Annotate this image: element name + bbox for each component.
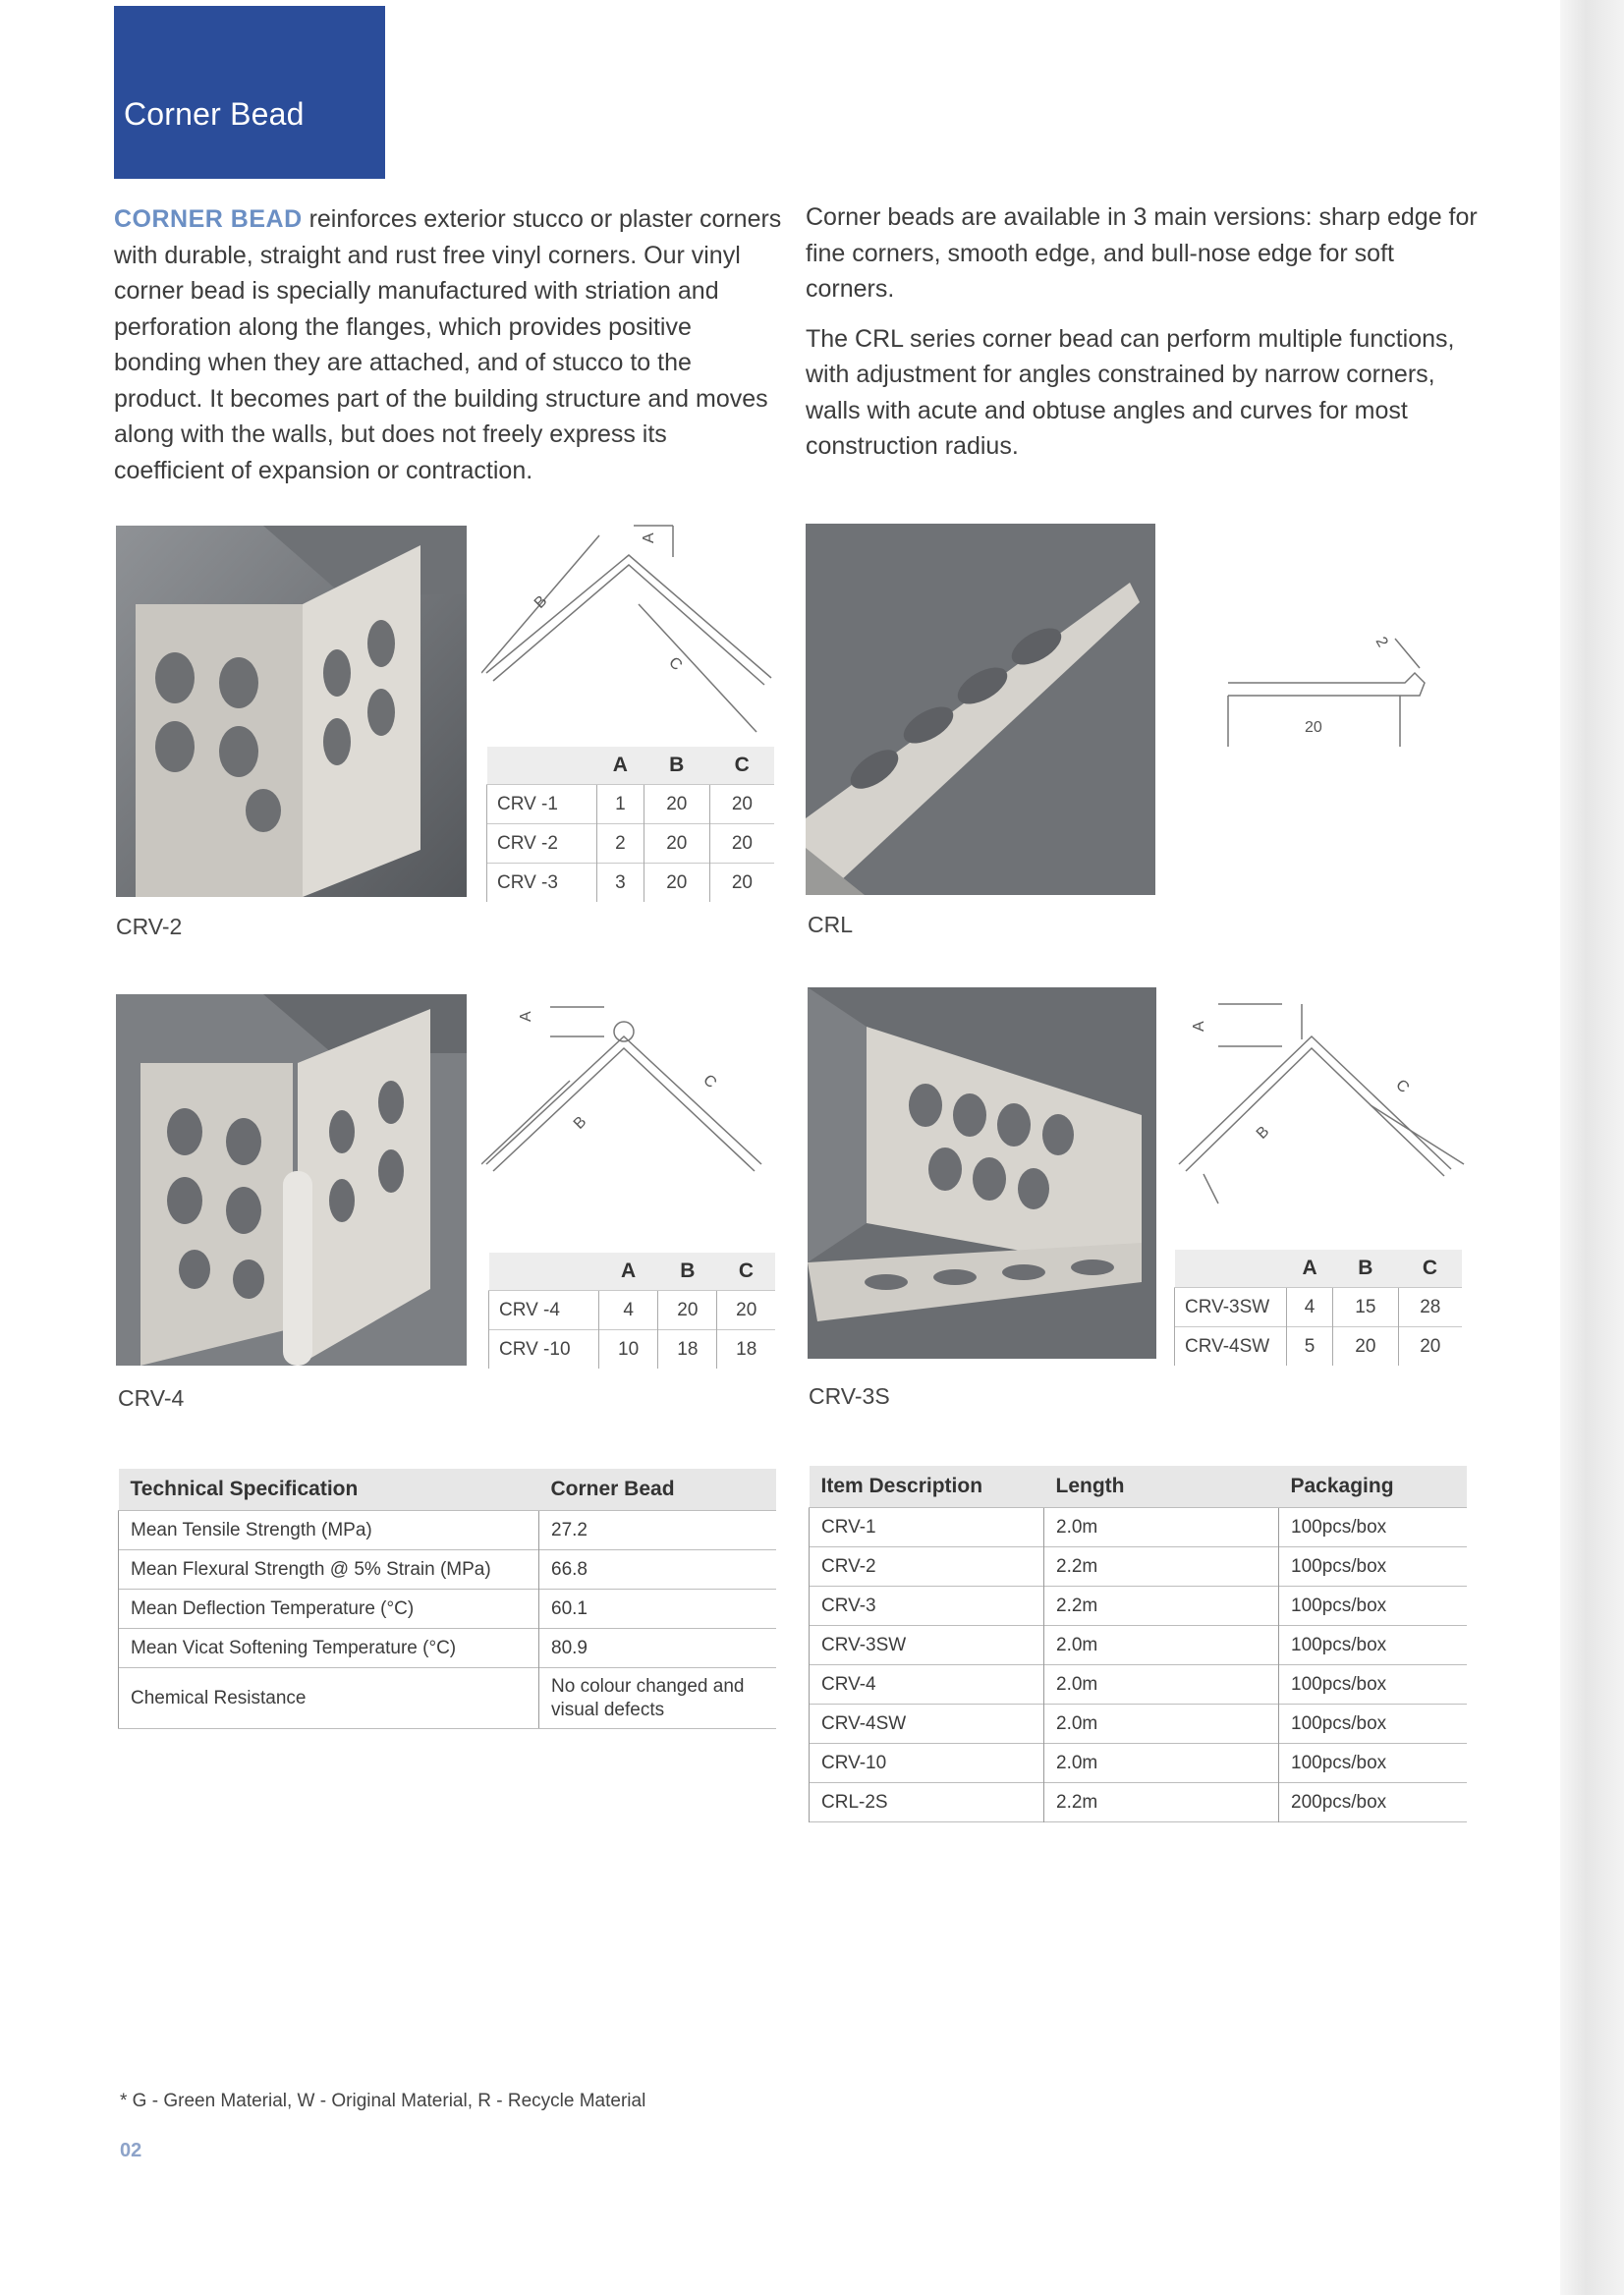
table-row: CRV-4SW 5 20 20 [1175, 1327, 1463, 1367]
col-length: Length [1044, 1466, 1279, 1508]
footnote: * G - Green Material, W - Original Material, R - Recycle Material [120, 2091, 646, 2111]
intro-left-text: reinforces exterior stucco or plaster corners with durable, straight and rust free vinyl corners. Our vinyl corner bead is specially manufactured with striation and perforation along the flanges, which provides positive bonding when they are attached, and of stucco to the product. It becomes part of the building structure and moves along with the walls, but does not freely express its coefficient of expansion or contraction. [114, 205, 782, 484]
table-row: CRV-3 2.2m 100pcs/box [810, 1587, 1468, 1626]
crv4-dimension-table [488, 1253, 775, 1369]
table-header-row [119, 1469, 777, 1511]
crv3s-dimension-table [1174, 1250, 1462, 1366]
table-row: CRV -10 10 18 18 [489, 1330, 776, 1370]
col-c: C [717, 1253, 775, 1291]
crv3s-caption: CRV-3S [809, 1383, 890, 1409]
table-row: Mean Deflection Temperature (°C) 60.1 [119, 1590, 777, 1629]
crl-caption: CRL [808, 912, 854, 937]
spec-header-left: Technical Specification [119, 1469, 539, 1511]
crv2-dim-b: B [531, 592, 551, 612]
table-row: CRV-4 2.0m 100pcs/box [810, 1665, 1468, 1705]
intro-right-p1: Corner beads are available in 3 main versions: sharp edge for fine corners, smooth edge, and bull-nose edge for soft corners. [806, 203, 1478, 303]
crv3s-photo [808, 987, 1156, 1359]
table-row: Chemical Resistance No colour changed and visual defects [119, 1668, 777, 1729]
table-row: CRV-1 2.0m 100pcs/box [810, 1508, 1468, 1547]
table-row: CRV -1 1 20 20 [487, 785, 775, 824]
intro-left-paragraph [114, 201, 782, 488]
item-packaging-table [809, 1466, 1467, 1822]
crv2-dimension-table [486, 747, 774, 902]
col-item-description: Item Description [810, 1466, 1044, 1508]
table-row: CRV-3SW 4 15 28 [1175, 1288, 1463, 1327]
crl-photo [806, 524, 1155, 895]
crv4-profile-diagram [481, 992, 776, 1208]
intro-lead: CORNER BEAD [114, 205, 303, 233]
crv2-dim-a: A [641, 532, 657, 543]
table-row: CRV -3 3 20 20 [487, 864, 775, 903]
crl-profile-diagram [1218, 619, 1434, 756]
intro-right-column [806, 199, 1484, 478]
table-row: CRV -2 2 20 20 [487, 824, 775, 864]
crv4-caption: CRV-4 [118, 1385, 185, 1411]
col-c: C [709, 747, 774, 785]
crv4-dim-a: A [518, 1011, 534, 1022]
col-c: C [1398, 1250, 1462, 1288]
crv4-dim-c: C [700, 1071, 720, 1092]
col-b: B [644, 747, 709, 785]
table-header-row [810, 1466, 1468, 1508]
table-row: Mean Vicat Softening Temperature (°C) 80.9 [119, 1629, 777, 1668]
crv3s-dim-b: B [1253, 1123, 1273, 1143]
table-row: CRV-4SW 2.0m 100pcs/box [810, 1705, 1468, 1744]
table-row: CRV-3SW 2.0m 100pcs/box [810, 1626, 1468, 1665]
crv3s-dim-a: A [1191, 1021, 1207, 1032]
crv2-dim-c: C [665, 653, 686, 675]
section-header [114, 6, 385, 179]
col-a: A [597, 747, 644, 785]
col-packaging: Packaging [1279, 1466, 1468, 1508]
table-row: Mean Flexural Strength @ 5% Strain (MPa) 66.8 [119, 1550, 777, 1590]
intro-right-p2: The CRL series corner bead can perform multiple functions, with adjustment for angles constrained by narrow corners, walls with acute and obtuse angles and curves for most construction radius. [806, 324, 1455, 460]
table-row: CRV -4 4 20 20 [489, 1291, 776, 1330]
crv3s-profile-diagram [1174, 992, 1469, 1218]
crv2-photo [116, 526, 467, 897]
table-row: Mean Tensile Strength (MPa) 27.2 [119, 1511, 777, 1550]
table-header-row [487, 747, 775, 785]
crv4-photo [116, 994, 467, 1366]
crv4-dim-b: B [570, 1113, 590, 1133]
crv3s-dim-c: C [1392, 1076, 1413, 1097]
table-header-row [489, 1253, 776, 1291]
spec-header-right: Corner Bead [539, 1469, 777, 1511]
table-row: CRL-2S 2.2m 200pcs/box [810, 1783, 1468, 1822]
page-title: Corner Bead [124, 96, 305, 132]
page-number: 02 [120, 2140, 142, 2161]
crv2-caption: CRV-2 [116, 914, 183, 939]
table-row: CRV-2 2.2m 100pcs/box [810, 1547, 1468, 1587]
col-a: A [1287, 1250, 1333, 1288]
col-b: B [1333, 1250, 1398, 1288]
crv2-profile-diagram [481, 516, 776, 742]
page-edge-shadow [1560, 0, 1624, 2295]
col-a: A [599, 1253, 658, 1291]
table-header-row [1175, 1250, 1463, 1288]
crl-dim-width: 20 [1305, 719, 1322, 736]
tech-spec-table [118, 1469, 776, 1729]
col-b: B [658, 1253, 717, 1291]
crl-dim-radius: 2 [1372, 634, 1391, 650]
table-row: CRV-10 2.0m 100pcs/box [810, 1744, 1468, 1783]
